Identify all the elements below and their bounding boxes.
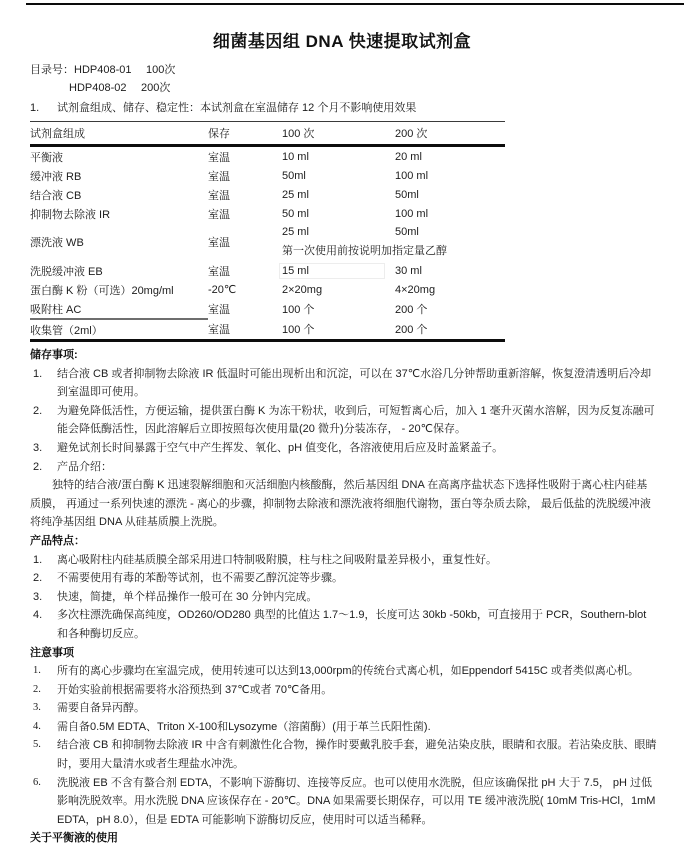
intro-paragraph: 独特的结合液/蛋白酶 K 迅速裂解细胞和灭活细胞内核酸酶，然后基因组 DNA 在高离序盐状态下选择性吸附于离心柱内硅基质膜， 再通过一系列快速的漂洗 - 离心的步骤，抑制物去除液和漂洗液将细胞代谢物，蛋白等杂质去除， 最后低盐的洗脱缓冲液将纯净基因组 DNA 从硅基质膜上洗脱。 — [30, 479, 651, 529]
table-row: 结合液 CB 室温 25 ml 50ml — [30, 188, 419, 202]
list-item: 6. 洗脱液 EB 不含有螯合剂 EDTA，不影响下游酶切、连接等反应。也可以使用水洗脱，但应该确保批 pH 大于 7.5， pH 过低影响洗脱效率。用水洗脱 DNA 应该保存在 - 20℃。DNA 如果需要长期保存，可以用 TE 缓冲液洗脱( 10mM Tris-HCl，1mM EDTA，pH 8.0），但是 EDTA 可能影响下游酶切反应，使用时可以适当稀释。 — [33, 776, 656, 826]
wash-buffer-values: 25 ml 50ml 第一次使用前按说明加指定量乙醇 — [282, 223, 505, 261]
list-item: 4. 多次柱漂洗确保高纯度，OD260/OD280 典型的比值达 1.7～1.9，长度可达 30kb -50kb，可直接用于 PCR，Southern-blot 和各种酶切反应。 — [33, 609, 647, 640]
col-header-200: 200 次 — [395, 122, 505, 146]
catalog-line-2 — [30, 79, 657, 97]
table-row: 平衡液 室温 10 ml 20 ml — [30, 150, 422, 164]
list-item: 2. 为避免降低活性，方便运输，提供蛋白酶 K 为冻干粉状，收到后，可短暂离心后，加入 1 毫升灭菌水溶解，因为反复冻融可能会降低酶活性，因此溶解后立即按照每次使用量(20 微升)分装冻存， - 20℃保存。 — [33, 404, 655, 436]
storage-notes-list — [30, 365, 657, 458]
section-number: 1. — [30, 102, 40, 114]
features-list — [30, 551, 657, 644]
list-item: 5. 结合液 CB 和抑制物去除液 IR 中含有刺激性化合物，操作时要戴乳胶手套，避免沾染皮肤，眼睛和衣服。若沾染皮肤、眼睛时，要用大量清水或者生理盐水冲洗。 — [33, 739, 657, 771]
intro-heading: 2. 产品介绍： — [33, 460, 112, 473]
col-header-component: 试剂盒组成 — [30, 122, 208, 146]
table-row: 洗脱缓冲液 EB 室温 15 ml 30 ml — [30, 264, 422, 278]
list-item: 1. 所有的离心步骤均在室温完成，使用转速可以达到13,000rpm的传统台式离心机，如Eppendorf 5415C 或者类似离心机。 — [33, 665, 639, 678]
storage-notes-heading: 储存事项: — [30, 349, 78, 361]
table-row: 吸附柱 AC 室温 100 个 200 个 — [30, 299, 505, 319]
table-row-wash-buffer: 漂洗液 WB 室温 25 ml 50ml 第一次使用前按说明加指定量乙醇 — [30, 223, 505, 261]
table-row: 收集管（2ml） 室温 100 个 200 个 — [30, 324, 428, 337]
section-1-heading — [30, 99, 657, 117]
precautions-list — [30, 662, 657, 829]
table-row: 抑制物去除液 IR 室温 50 ml 100 ml — [30, 207, 429, 221]
catalog-code: HDP408-01 — [74, 64, 132, 76]
catalog-code: HDP408-02 — [69, 82, 127, 94]
table-row: 缓冲液 RB 室温 50ml 100 ml — [30, 169, 429, 183]
list-item: 3. 快速，简捷，单个样品操作一般可在 30 分钟内完成。 — [33, 590, 318, 603]
footer-heading: 关于平衡液的使用 — [30, 832, 118, 845]
list-item: 2. 开始实验前根据需要将水浴预热到 37℃或者 70℃备用。 — [33, 683, 333, 696]
list-item: 3. 避免试剂长时间暴露于空气中产生挥发、氧化、pH 值变化，各溶液使用后应及时盖紧盖子。 — [33, 441, 504, 454]
catalog-size: 100次 — [146, 64, 176, 76]
catalog-size: 200次 — [141, 82, 171, 94]
list-item: 2. 不需要使用有毒的苯酚等试剂，也不需要乙醇沉淀等步骤。 — [33, 572, 343, 585]
list-item: 4. 需自备0.5M EDTA、Triton X-100和Lysozyme（溶菌酶）(用于革兰氏阳性菌). — [33, 720, 431, 733]
col-header-storage: 保存 — [208, 122, 282, 146]
page-title: 细菌基因组 DNA 快速提取试剂盒 — [212, 32, 472, 51]
list-item: 3. 需要自备异丙醇。 — [33, 702, 145, 715]
precautions-heading: 注意事项 — [30, 646, 74, 659]
ethanol-note: 第一次使用前按说明加指定量乙醇 — [282, 245, 447, 257]
features-heading: 产品特点： — [30, 534, 85, 547]
table-header-row — [30, 122, 505, 146]
page-content — [0, 61, 684, 845]
col-header-100: 100 次 — [282, 122, 395, 146]
top-rule — [26, 3, 684, 5]
list-item: 1. 结合液 CB 或者抑制物去除液 IR 低温时可能出现析出和沉淀，可以在 37℃水浴几分钟帮助重新溶解，恢复澄清透明后冷却到室温即可使用。 — [33, 367, 652, 399]
catalog-line-1 — [30, 61, 657, 79]
list-item: 1. 离心吸附柱内硅基质膜全部采用进口特制吸附膜，柱与柱之间吸附量差异极小，重复性好。 — [33, 553, 497, 566]
section-text: 试剂盒组成、储存、稳定性：本试剂盒在室温储存 12 个月不影响使用效果 — [57, 102, 417, 114]
table-row: 蛋白酶 K 粉（可选）20mg/ml -20℃ 2×20mg 4×20mg — [30, 283, 436, 297]
catalog-label: 目录号： — [30, 64, 74, 76]
kit-components-table — [30, 121, 505, 342]
